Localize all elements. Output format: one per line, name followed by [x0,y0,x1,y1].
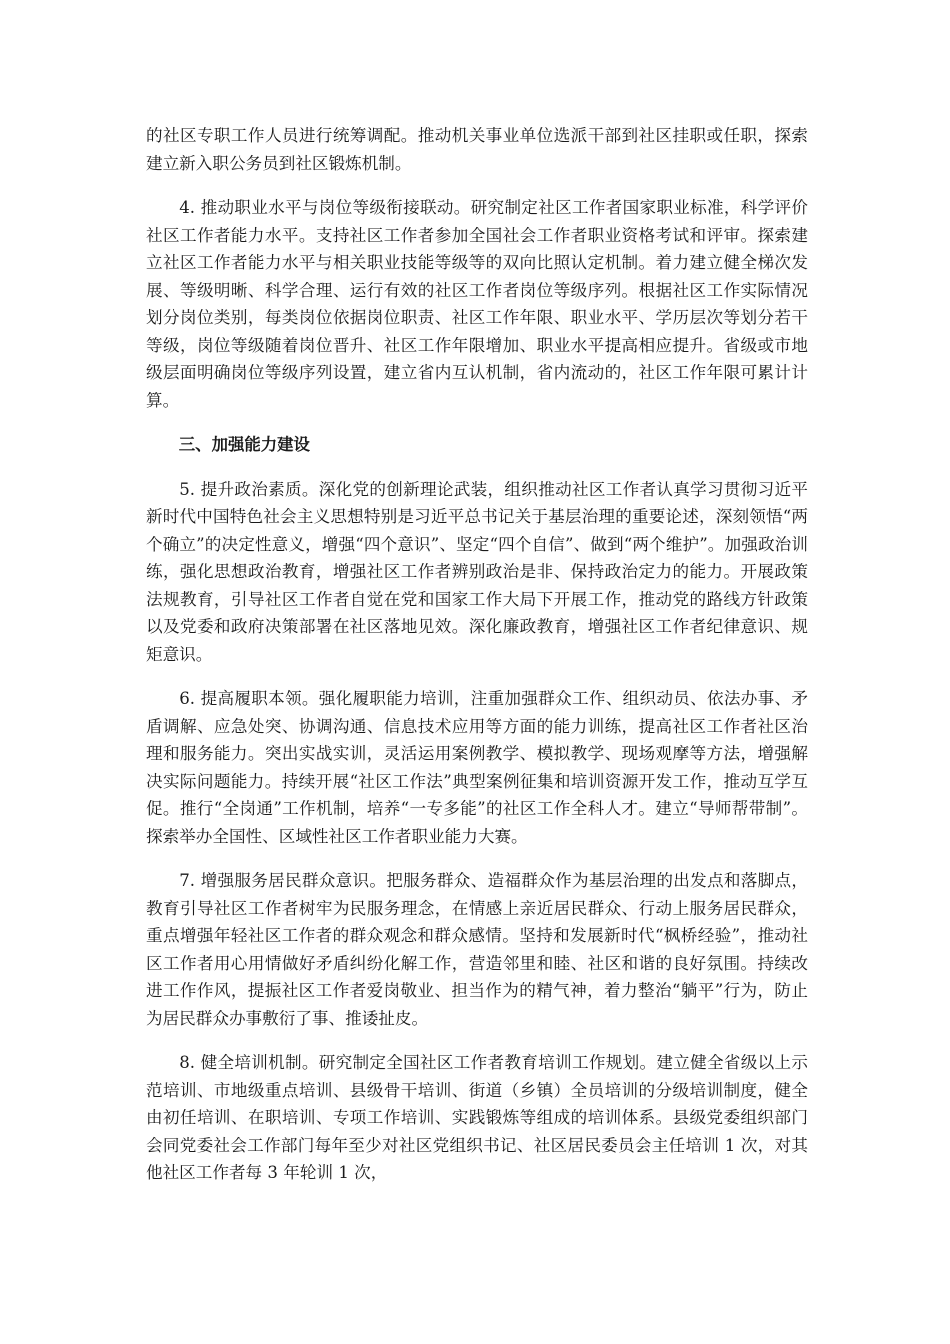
paragraph-item-4: 4. 推动职业水平与岗位等级衔接联动。研究制定社区工作者国家职业标准，科学评价社区工作者能力水平。支持社区工作者参加全国社会工作者职业资格考试和评审。探索建立社区工作者能力水平与相关职业技能等级等的双向比照认定机制。着力建立健全梯次发展、等级明晰、科学合理、运行有效的社区工作者岗位等级序列。根据社区工作实际情况划分岗位类别，每类岗位依据岗位职责、社区工作年限、职业水平、学历层次等划分若干等级，岗位等级随着岗位晋升、社区工作年限增加、职业水平提高相应提升。省级或市地级层面明确岗位等级序列设置，建立省内互认机制，省内流动的，社区工作年限可累计计算。 [146,198,808,410]
paragraph-item-8: 8. 健全培训机制。研究制定全国社区工作者教育培训工作规划。建立健全省级以上示范培训、市地级重点培训、县级骨干培训、街道（乡镇）全员培训的分级培训制度，健全由初任培训、在职培训、专项工作培训、实践锻炼等组成的培训体系。县级党委组织部门会同党委社会工作部门每年至少对社区党组织书记、社区居民委员会主任培训 1 次，对其他社区工作者每 3 年轮训 1 次， [146,1053,808,1182]
section-heading-3: 三、加强能力建设 [178,435,310,454]
document-page [146,122,808,1204]
paragraph-item-7: 7. 增强服务居民群众意识。把服务群众、造福群众作为基层治理的出发点和落脚点，教育引导社区工作者树牢为民服务理念，在情感上亲近居民群众、行动上服务居民群众，重点增强年轻社区工作者的群众观念和群众感情。坚持和发展新时代“枫桥经验”，推动社区工作者用心用情做好矛盾纠纷化解工作，营造邻里和睦、社区和谐的良好氛围。持续改进工作作风，提振社区工作者爱岗敬业、担当作为的精气神，着力整治“躺平”行为，防止为居民群众办事敷衍了事、推诿扯皮。 [146,871,808,1028]
paragraph-continuation: 的社区专职工作人员进行统筹调配。推动机关事业单位选派干部到社区挂职或任职，探索建立新入职公务员到社区锻炼机制。 [146,126,808,173]
paragraph-item-5: 5. 提升政治素质。深化党的创新理论武装，组织推动社区工作者认真学习贯彻习近平新时代中国特色社会主义思想特别是习近平总书记关于基层治理的重要论述，深刻领悟“两个确立”的决定性意义，增强“四个意识”、坚定“四个自信”、做到“两个维护”。加强政治训练，强化思想政治教育，增强社区工作者辨别政治是非、保持政治定力的能力。开展政策法规教育，引导社区工作者自觉在党和国家工作大局下开展工作，推动党的路线方针政策以及党委和政府决策部署在社区落地见效。深化廉政教育，增强社区工作者纪律意识、规矩意识。 [146,479,808,664]
paragraph-item-6: 6. 提高履职本领。强化履职能力培训，注重加强群众工作、组织动员、依法办事、矛盾调解、应急处突、协调沟通、信息技术应用等方面的能力训练，提高社区工作者社区治理和服务能力。突出实战实训，灵活运用案例教学、模拟教学、现场观摩等方法，增强解决实际问题能力。持续开展“社区工作法”典型案例征集和培训资源开发工作，推动互学互促。推行“全岗通”工作机制，培养“一专多能”的社区工作全科人才。建立“导师帮带制”。探索举办全国性、区域性社区工作者职业能力大赛。 [146,689,808,846]
